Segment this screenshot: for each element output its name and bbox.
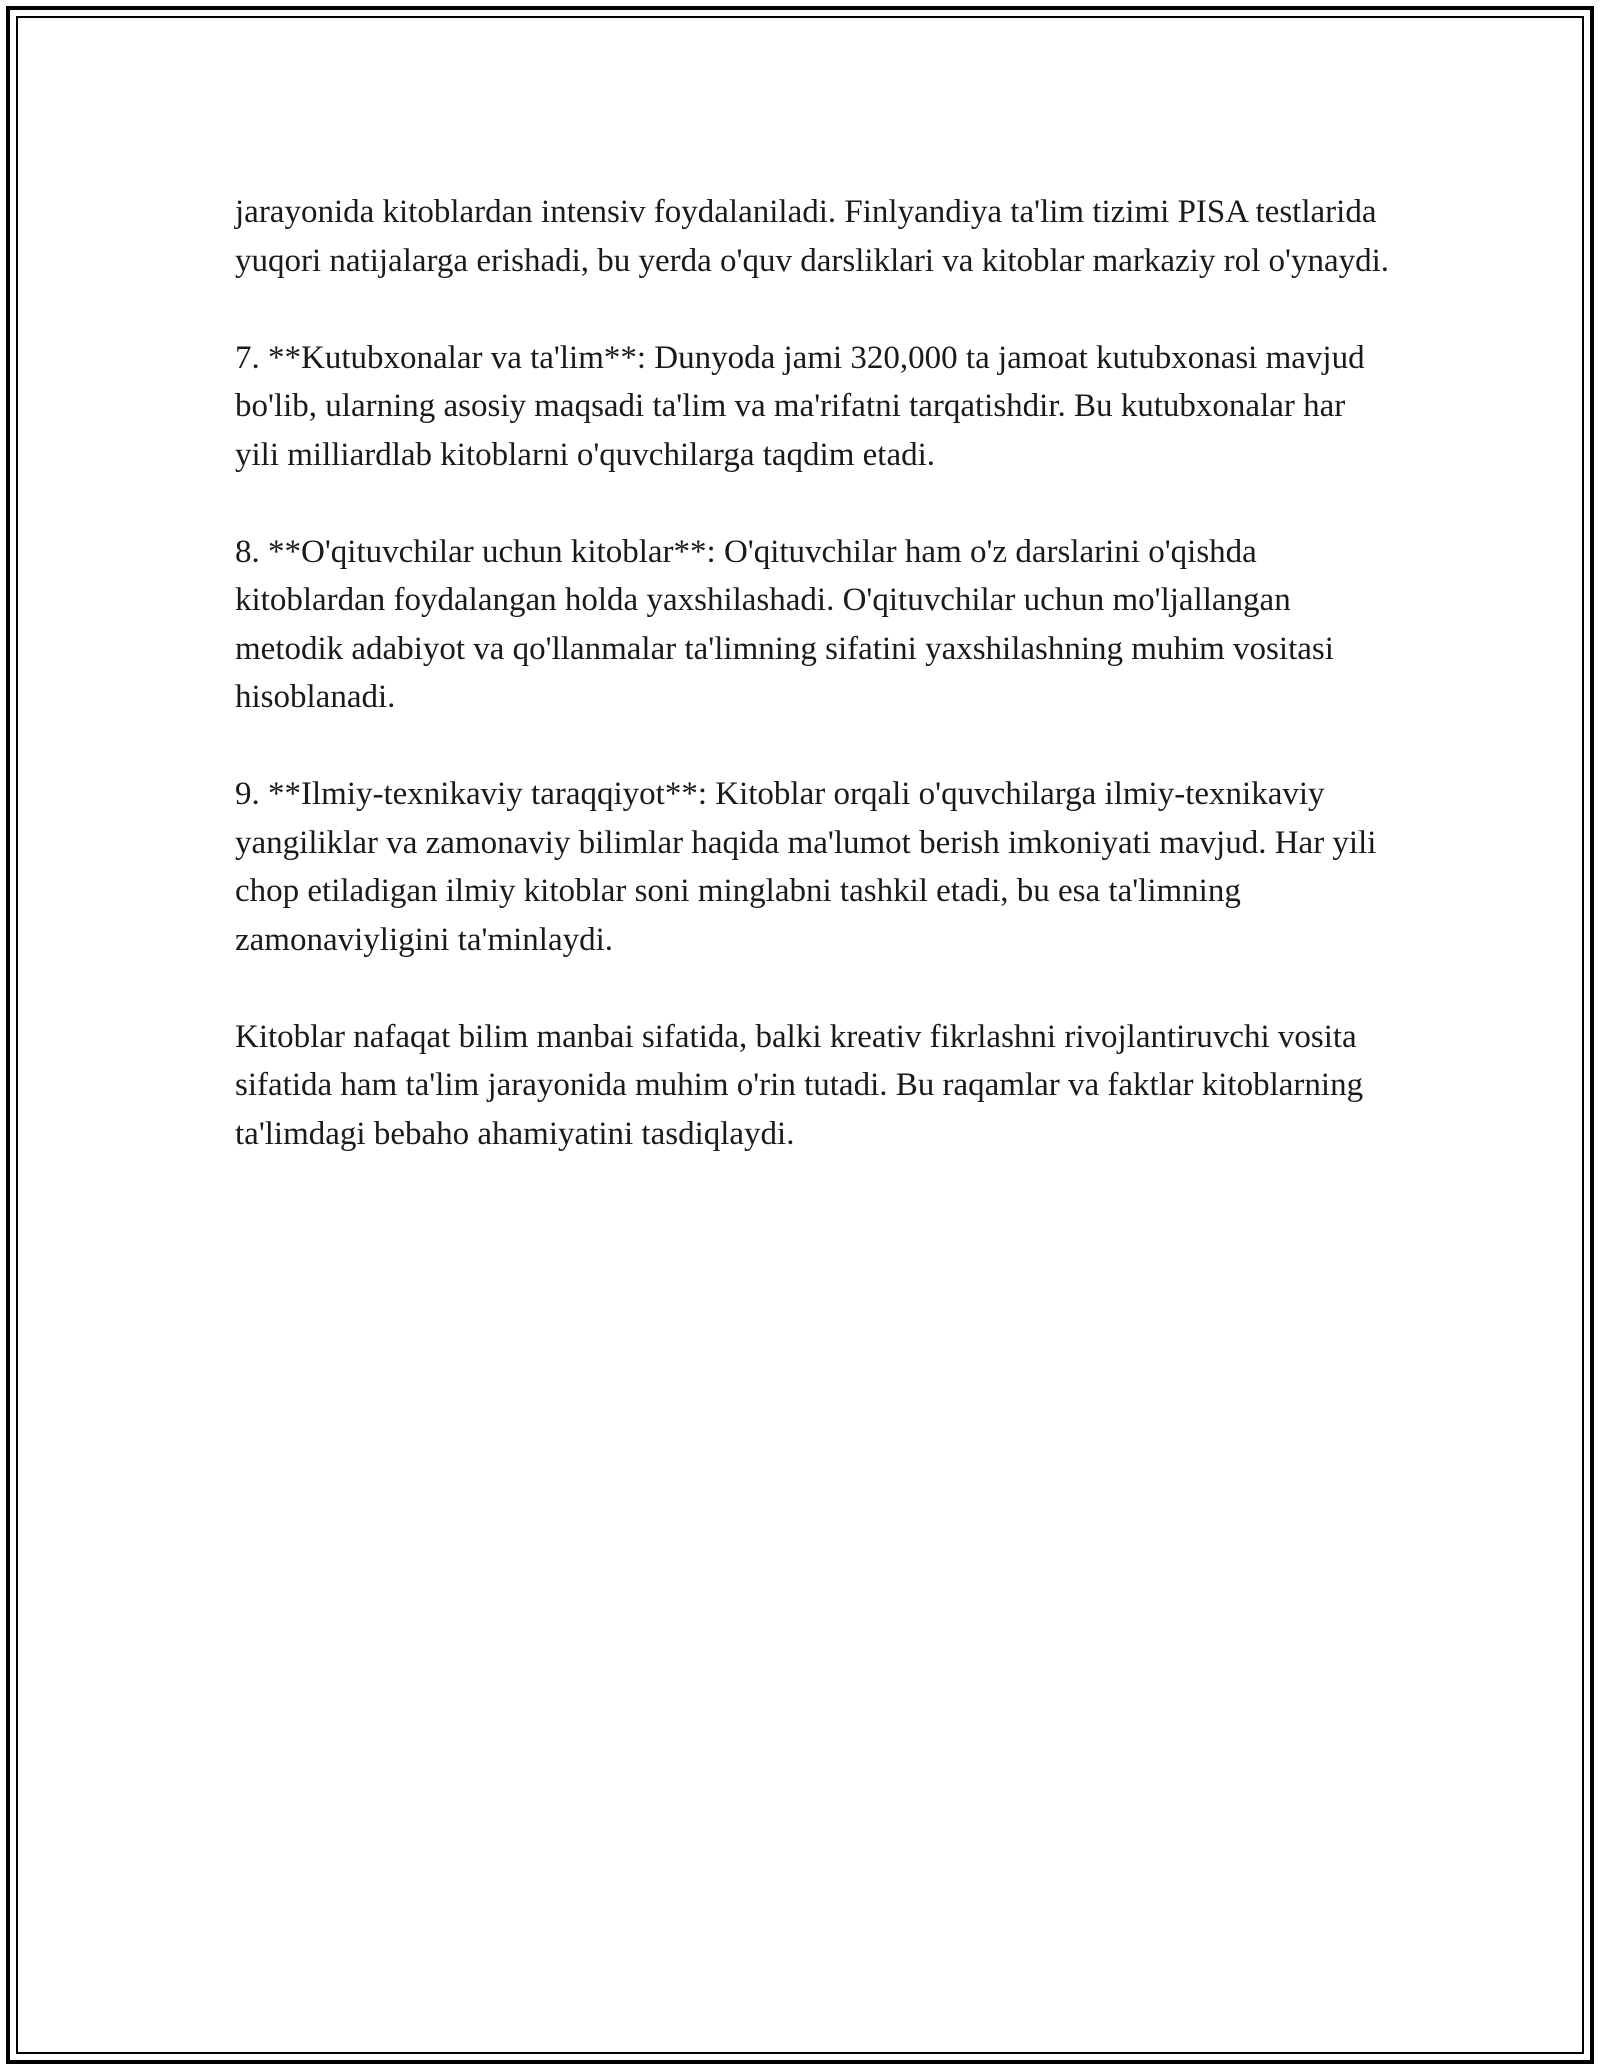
document-body [235, 188, 1395, 1207]
paragraph-libraries: 7. **Kutubxonalar va ta'lim**: Dunyoda jami 320,000 ta jamoat kutubxonasi mavjud bo'lib, ularning asosiy maqsadi ta'lim va ma'rifatni tarqatishdir. Bu kutubxonalar har yili milliardlab kitoblarni o'quvchilarga taqdim etadi. [235, 339, 1365, 473]
paragraph-finland-pisa: jarayonida kitoblardan intensiv foydalaniladi. Finlyandiya ta'lim tizimi PISA testlarida yuqori natijalarga erishadi, bu yerda o'quv darsliklari va kitoblar markaziy rol o'ynaydi. [235, 194, 1390, 279]
paragraph-scientific-progress: 9. **Ilmiy-texnikaviy taraqqiyot**: Kitoblar orqali o'quvchilarga ilmiy-texnikaviy yangiliklar va zamonaviy bilimlar haqida ma'lumot berish imkoniyati mavjud. Har yili chop etiladigan ilmiy kitoblar soni minglabni tashkil etadi, bu esa ta'limning zamonaviyligini ta'minlaydi. [235, 776, 1377, 958]
paragraph-conclusion: Kitoblar nafaqat bilim manbai sifatida, balki kreativ fikrlashni rivojlantiruvchi vosita sifatida ham ta'lim jarayonida muhim o'rin tutadi. Bu raqamlar va faktlar kitoblarning ta'limdagi bebaho ahamiyatini tasdiqlaydi. [235, 1018, 1364, 1152]
paragraph-teachers-books: 8. **O'qituvchilar uchun kitoblar**: O'qituvchilar ham o'z darslarini o'qishda kitoblardan foydalangan holda yaxshilashadi. O'qituvchilar uchun mo'ljallangan metodik adabiyot va qo'llanmalar ta'limning sifatini yaxshilashning muhim vositasi hisoblanadi. [235, 533, 1334, 715]
